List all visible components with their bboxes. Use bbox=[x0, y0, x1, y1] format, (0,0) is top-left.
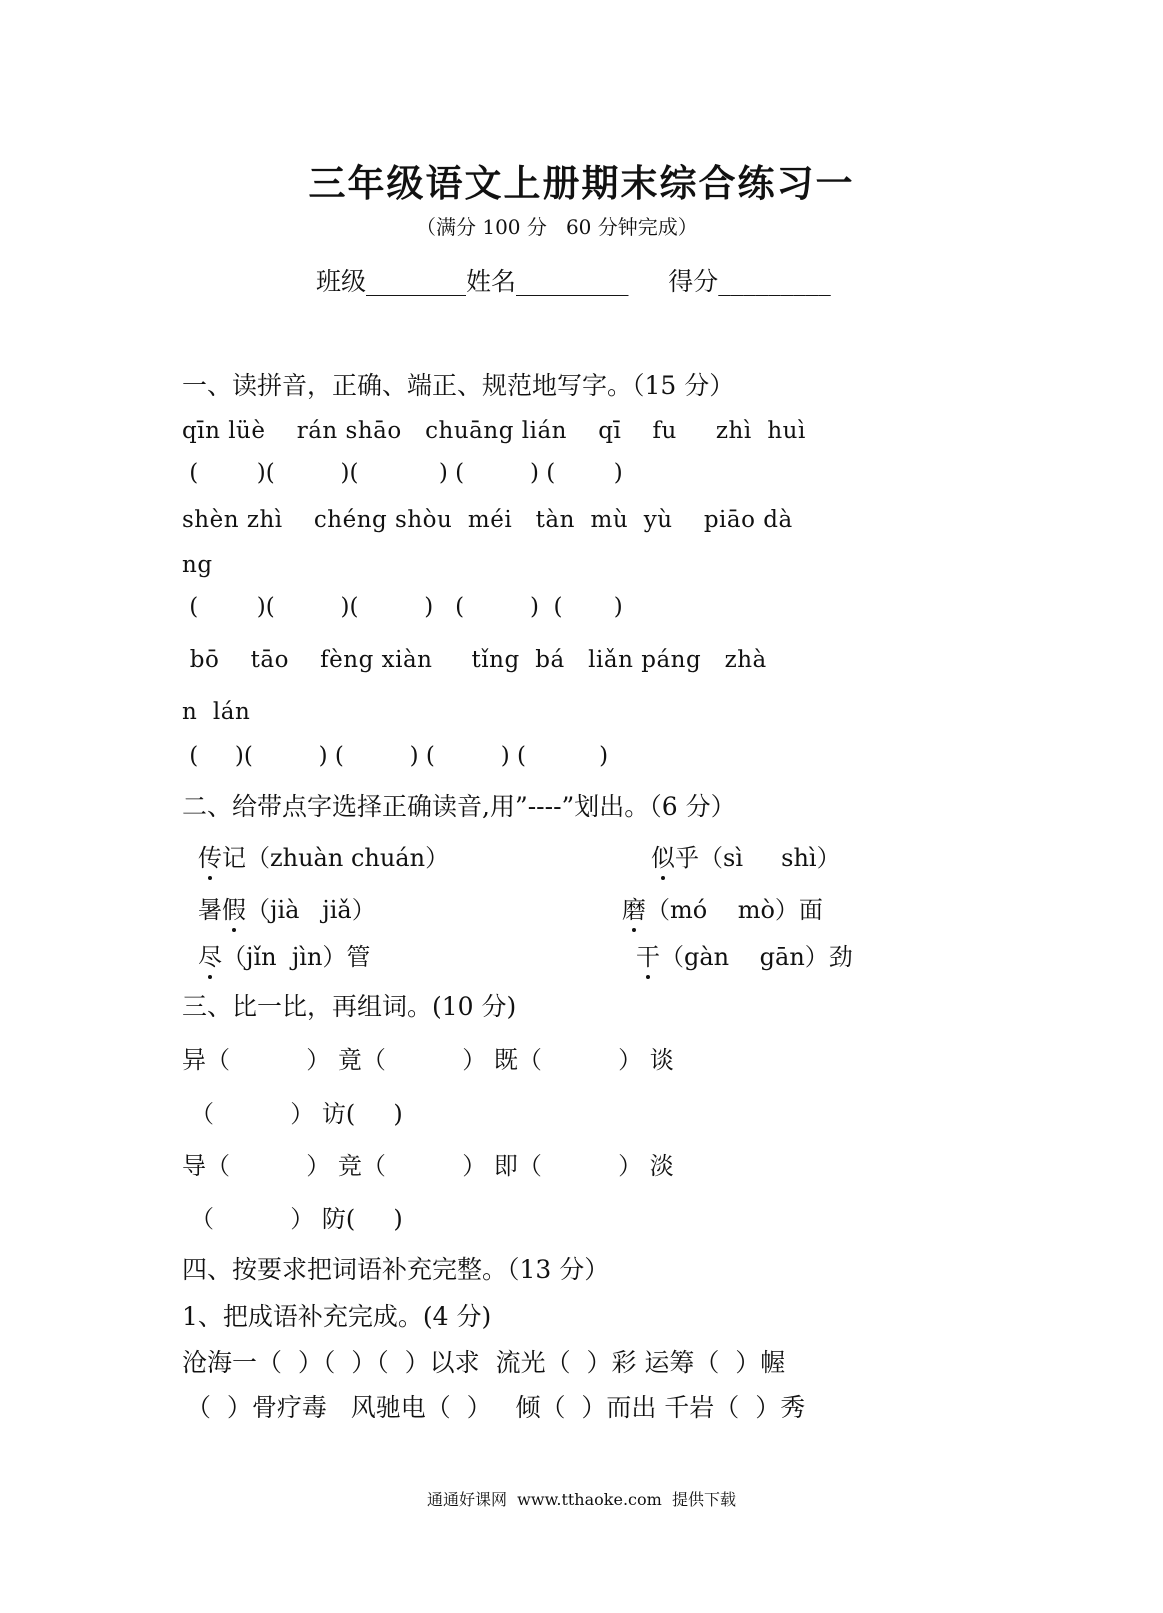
pinyin-line: ng bbox=[182, 552, 213, 578]
word-group-line: （ ） 访( ) bbox=[190, 1100, 403, 1128]
dotted-char: 磨 bbox=[622, 890, 646, 925]
reading-item bbox=[651, 838, 841, 873]
pinyin-line: qīn lüè rán shāo chuāng lián qī fu zhì huì bbox=[182, 418, 806, 444]
student-info-line: 班级________姓名_________ 得分_________ bbox=[316, 267, 831, 296]
item-text: （mó mò）面 bbox=[646, 896, 823, 924]
reading-item bbox=[622, 890, 823, 925]
dotted-char: 假 bbox=[222, 890, 246, 925]
dotted-char: 传 bbox=[198, 838, 222, 873]
word-group-line: 导（ ） 竞（ ） 即（ ） 淡 bbox=[182, 1152, 674, 1180]
idiom-line: 沧海一（ ）（ ）（ ）以求 流光（ ）彩 运筹（ ）幄 bbox=[182, 1348, 786, 1377]
section-3-heading: 三、比一比，再组词。(10 分) bbox=[182, 992, 517, 1021]
answer-brackets-line: ( )( )( ) ( ) ( ) bbox=[182, 594, 623, 620]
word-group-line: （ ） 防( ) bbox=[190, 1205, 403, 1233]
pinyin-line: shèn zhì chéng shòu méi tàn mù yù piāo dà bbox=[182, 507, 793, 533]
page-subtitle: （满分 100 分 60 分钟完成） bbox=[416, 215, 698, 239]
item-text: （jià jiǎ） bbox=[246, 896, 376, 924]
pinyin-line: bō tāo fèng xiàn tǐng bá liǎn páng zhà bbox=[182, 647, 767, 673]
section-1-heading: 一、读拼音，正确、端正、规范地写字。（15 分） bbox=[182, 371, 735, 400]
reading-item bbox=[636, 937, 853, 972]
reading-item bbox=[198, 890, 376, 925]
reading-item bbox=[198, 838, 449, 873]
dotted-char: 似 bbox=[651, 838, 675, 873]
footer-text: 通通好课网 www.tthaoke.com 提供下载 bbox=[427, 1490, 736, 1509]
page-title: 三年级语文上册期末综合练习一 bbox=[308, 161, 855, 205]
item-text: 乎（sì shì） bbox=[675, 844, 841, 872]
dotted-char: 尽 bbox=[198, 937, 222, 972]
section-2-heading: 二、给带点字选择正确读音,用”----”划出。（6 分） bbox=[182, 792, 736, 821]
section-4-heading: 四、按要求把词语补充完整。（13 分） bbox=[182, 1255, 610, 1284]
item-text: 暑 bbox=[198, 896, 222, 924]
section-4-sub-heading: 1、把成语补充完成。(4 分) bbox=[182, 1302, 492, 1331]
answer-brackets-line: ( )( ) ( ) ( ) ( ) bbox=[182, 743, 609, 769]
answer-brackets-line: ( )( )( ) ( ) ( ) bbox=[182, 460, 623, 486]
reading-item bbox=[198, 937, 370, 972]
dotted-char: 干 bbox=[636, 937, 660, 972]
pinyin-line: n lán bbox=[182, 699, 251, 725]
item-text: （jǐn jìn）管 bbox=[222, 943, 371, 971]
item-text: （gàn gān）劲 bbox=[660, 943, 853, 971]
word-group-line: 异（ ） 竟（ ） 既（ ） 谈 bbox=[182, 1046, 674, 1074]
idiom-line: （ ）骨疗毒 风驰电（ ） 倾（ ）而出 千岩（ ）秀 bbox=[186, 1393, 806, 1422]
item-text: 记（zhuàn chuán） bbox=[222, 844, 450, 872]
